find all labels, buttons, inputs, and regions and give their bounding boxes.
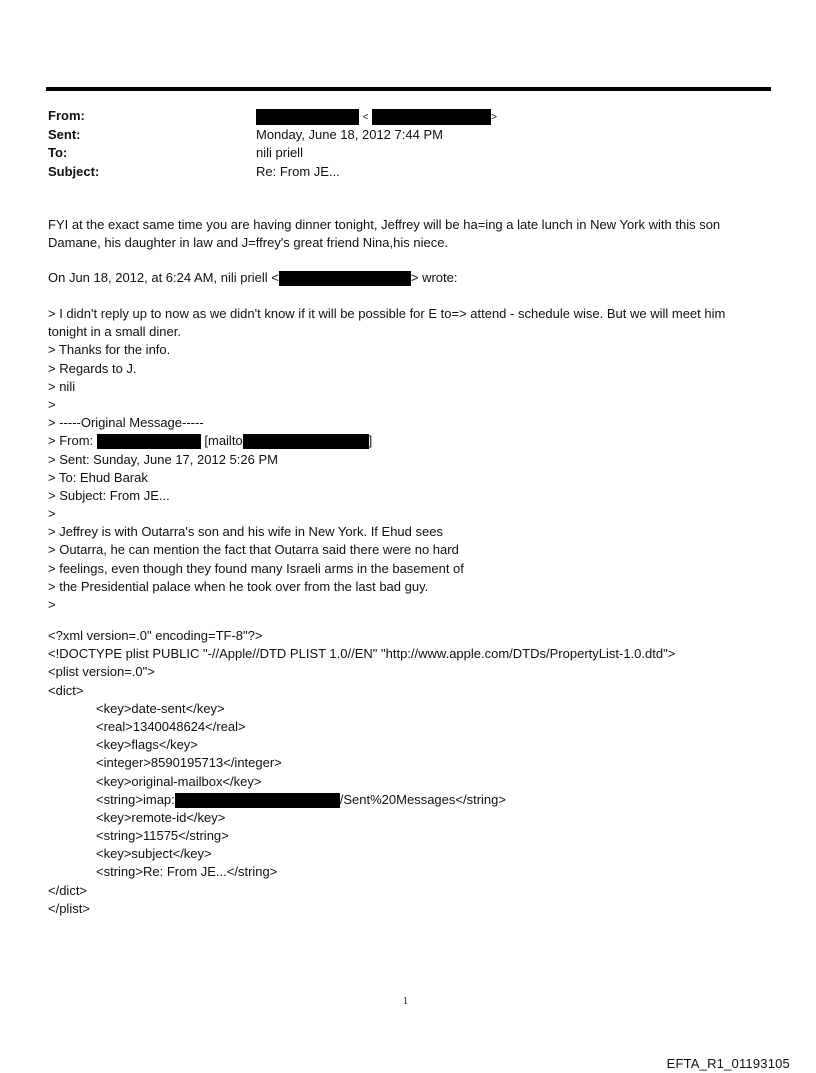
from-gt: > — [491, 112, 497, 123]
plist-line: <key>date-sent</key> — [96, 700, 225, 716]
plist-line: <dict> — [48, 682, 84, 698]
plist-line: <key>remote-id</key> — [96, 809, 226, 825]
subject-value: Re: From JE... — [256, 163, 340, 179]
reply-intro-before: On Jun 18, 2012, at 6:24 AM, nili priell < — [48, 270, 279, 285]
quoted-line: > feelings, even though they found many Israeli arms in the basement of — [48, 560, 464, 576]
to-value: nili priell — [256, 145, 303, 160]
from-value — [256, 107, 497, 128]
quoted-line: > — [48, 597, 56, 612]
imap-prefix: <string>imap: — [96, 791, 175, 807]
plist-line: <key>subject</key> — [96, 846, 212, 862]
plist-line: <key>flags</key> — [96, 737, 198, 753]
quoted-line: > I didn't reply up to now as we didn't know if it will be possible for E to=> attend - schedule wise. But we will meet him — [48, 306, 726, 321]
quoted-line: > Outarra, he can mention the fact that Outarra said there were no hard — [48, 542, 459, 558]
page-number: 1 — [403, 996, 408, 1007]
message-body — [48, 216, 768, 252]
quoted-line: > -----Original Message----- — [48, 415, 204, 431]
plist-imap-line — [48, 791, 768, 809]
reply-intro — [48, 269, 768, 287]
quoted-line: > Jeffrey is with Outarra's son and his wife in New York. If Ehud sees — [48, 524, 443, 540]
plist-line: </dict> — [48, 882, 88, 898]
subject-label: Subject: — [48, 163, 100, 179]
redaction-bar — [97, 434, 201, 449]
redaction-bar — [256, 109, 359, 125]
quoted-from-line — [48, 432, 768, 450]
quoted-message — [48, 305, 768, 614]
quoted-line: tonight in a small diner. — [48, 324, 181, 340]
redaction-bar — [243, 434, 369, 449]
imap-suffix: /Sent%20Messages</string> — [339, 791, 506, 807]
quoted-line: > To: Ehud Barak — [48, 469, 148, 485]
plist-line: <integer>8590195713</integer> — [96, 755, 282, 771]
orig-mailto: [mailto — [200, 433, 243, 449]
quoted-line: > the Presidential palace when he took over from the last bad guy. — [48, 578, 429, 594]
quoted-line: > — [48, 506, 56, 522]
redaction-bar — [279, 271, 411, 286]
reply-intro-after: > wrote: — [410, 270, 458, 285]
quoted-line: > — [48, 396, 56, 412]
sent-value: Monday, June 18, 2012 7:44 PM — [256, 126, 443, 142]
redaction-bar — [372, 109, 491, 125]
quoted-line: > Regards to J. — [48, 360, 137, 376]
plist-line: <real>1340048624</real> — [96, 718, 246, 734]
plist-block — [48, 627, 768, 918]
to-label: To: — [48, 145, 68, 160]
plist-line: <string>11575</string> — [96, 828, 229, 844]
body-paragraph-line: Damane, his daughter in law and J=ffrey's great friend Nina,his niece. — [48, 235, 449, 251]
sent-label: Sent: — [48, 126, 81, 142]
plist-line: <plist version=.0"> — [48, 664, 155, 680]
header-rule — [46, 87, 771, 91]
body-paragraph-line: FYI at the exact same time you are having dinner tonight, Jeffrey will be ha=ing a late lunch in New York with this son — [48, 217, 721, 232]
orig-from-prefix: > From: — [48, 433, 97, 449]
quoted-line: > Sent: Sunday, June 17, 2012 5:26 PM — [48, 451, 278, 467]
plist-line: </plist> — [48, 900, 90, 916]
redaction-bar — [175, 793, 340, 808]
plist-line: <key>original-mailbox</key> — [96, 773, 262, 789]
plist-line: <?xml version=.0" encoding=TF-8"?> — [48, 628, 263, 643]
plist-line: <string>Re: From JE...</string> — [96, 864, 278, 880]
quoted-line: > Thanks for the info. — [48, 342, 171, 358]
from-label: From: — [48, 108, 85, 123]
document-id: EFTA_R1_01193105 — [666, 1056, 790, 1071]
orig-mailto-close: ] — [368, 433, 373, 449]
from-lt: < — [362, 112, 369, 123]
plist-line: <!DOCTYPE plist PUBLIC "-//Apple//DTD PLIST 1.0//EN" "http://www.apple.com/DTDs/PropertyList-1.0.dtd"> — [48, 646, 676, 662]
quoted-line: > nili — [48, 378, 76, 394]
quoted-line: > Subject: From JE... — [48, 487, 170, 503]
